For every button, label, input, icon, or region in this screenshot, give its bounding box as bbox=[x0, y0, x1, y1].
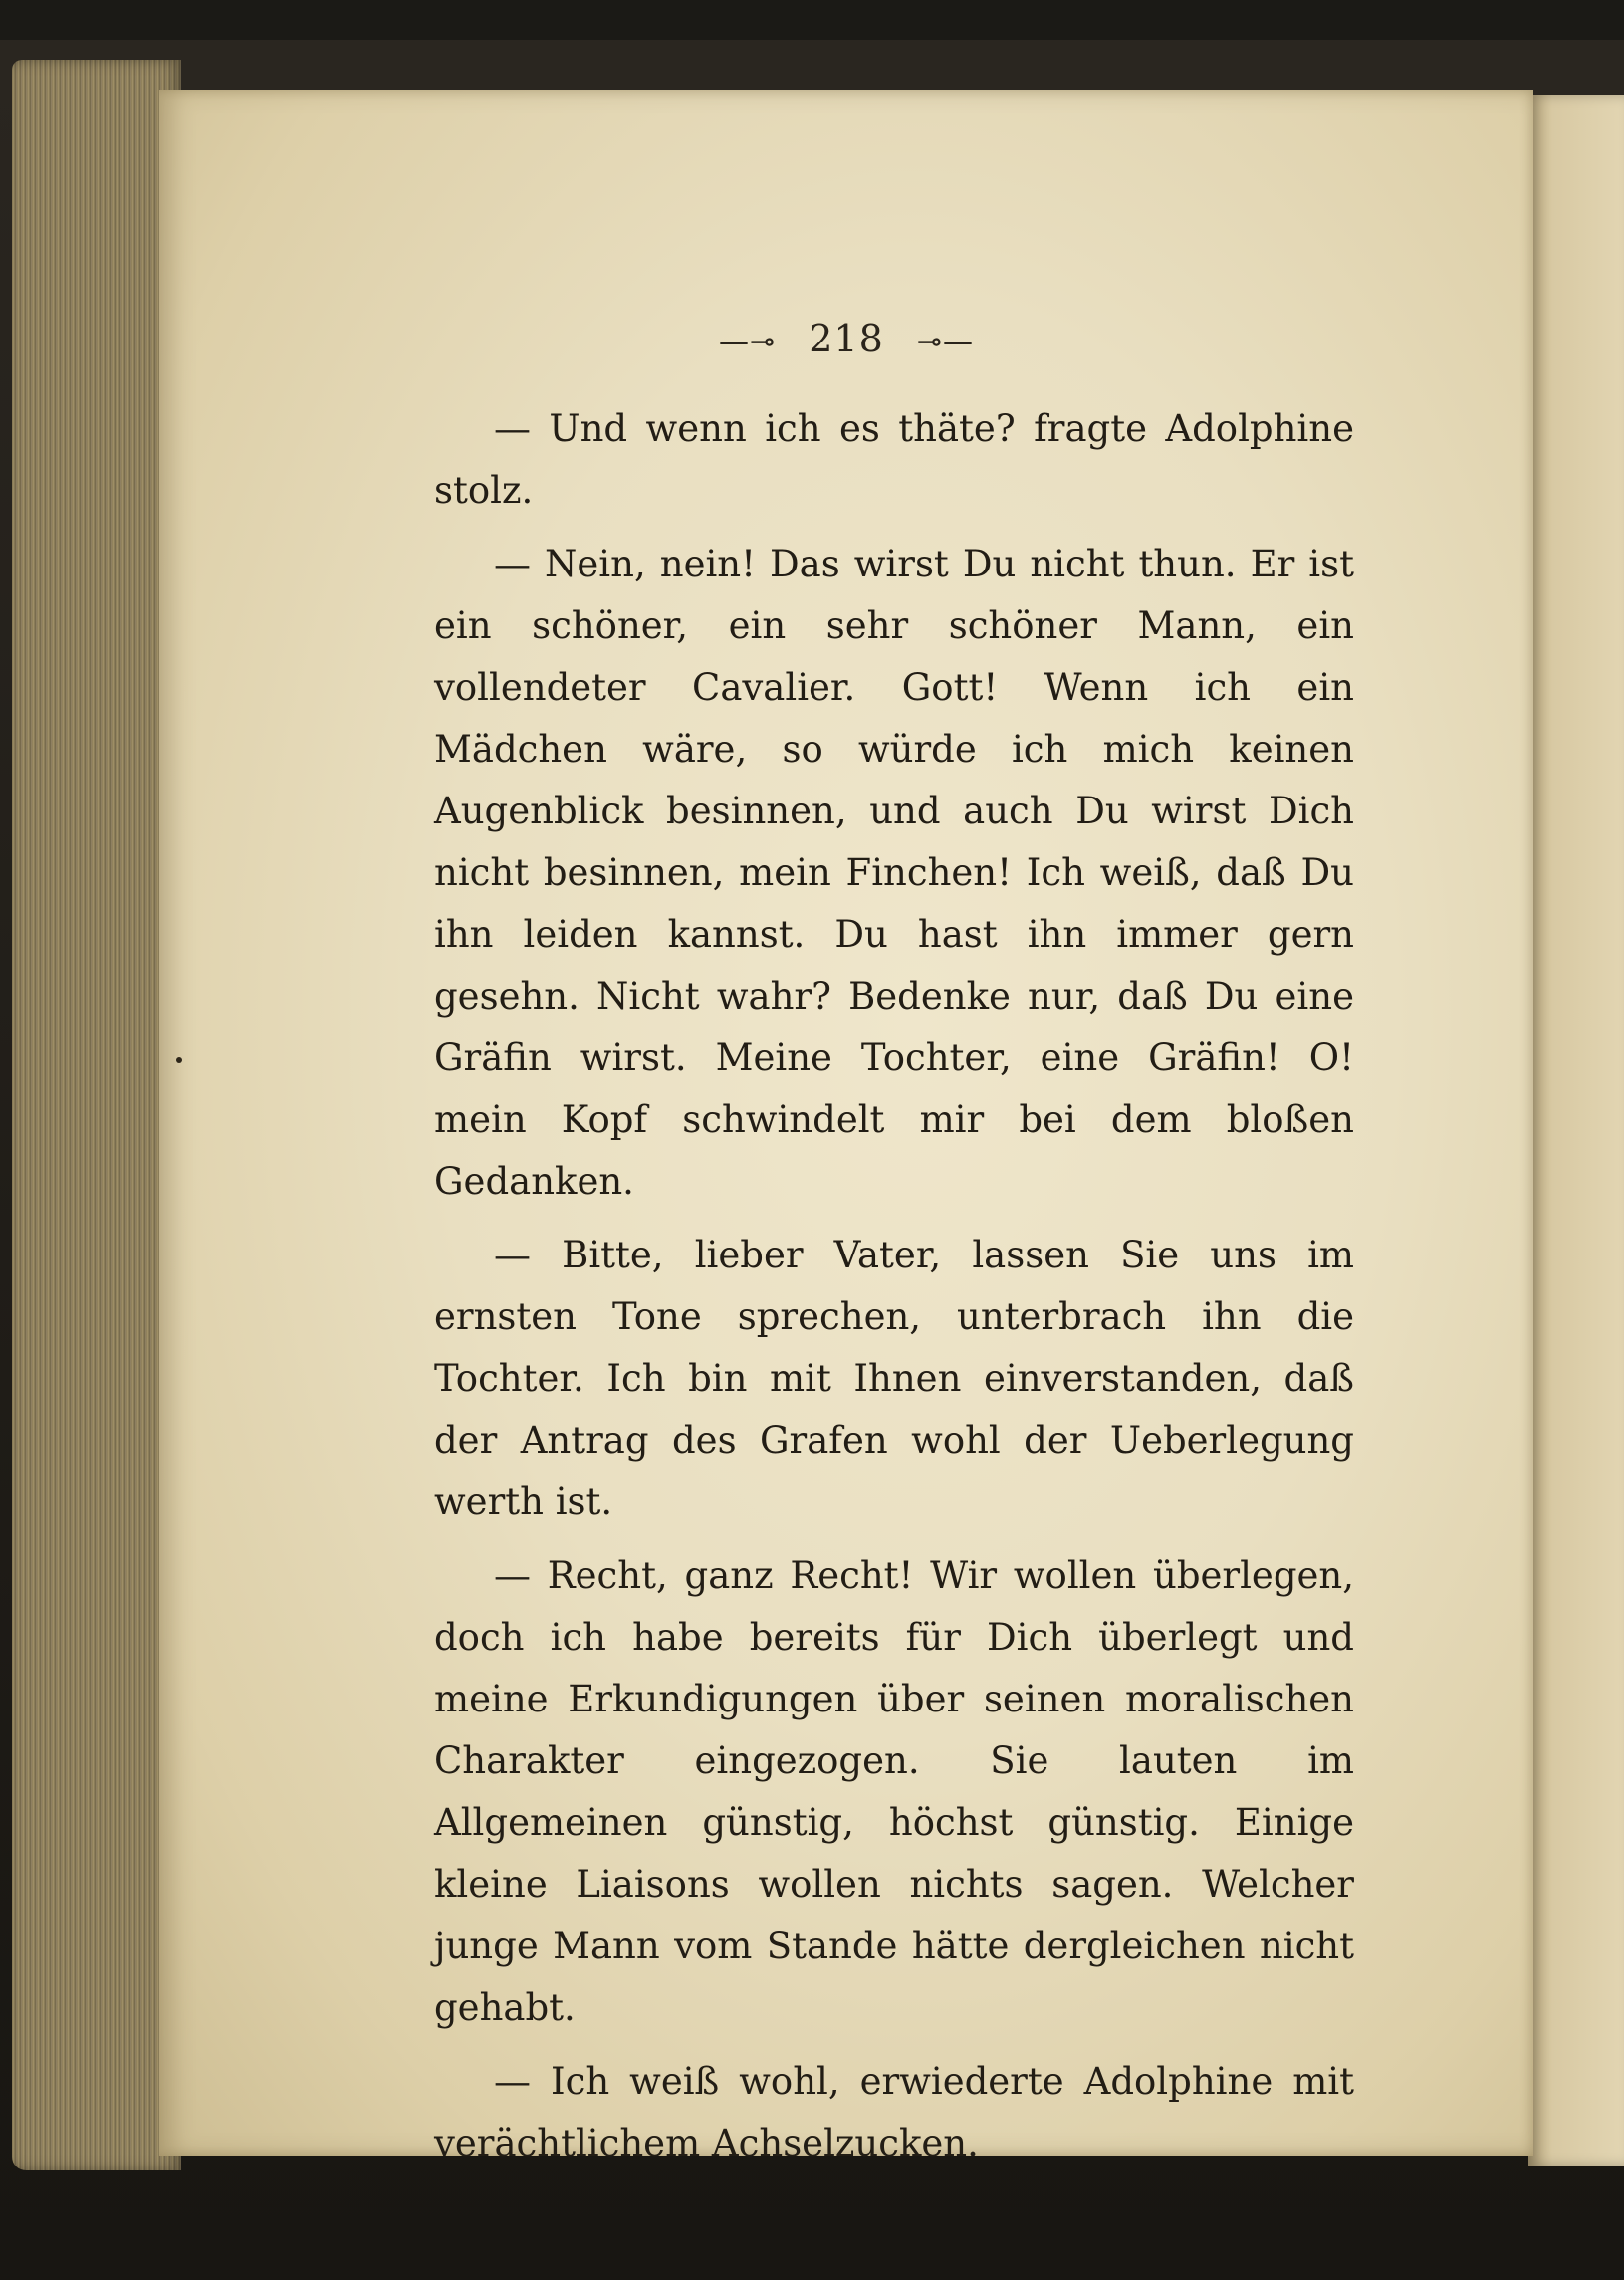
next-page-edge bbox=[1528, 95, 1624, 2166]
paragraph: — Und wenn ich es thäte? fragte Adolphine stolz. bbox=[434, 407, 1354, 512]
paragraph: — Bitte, lieber Vater, lassen Sie uns im ernsten Tone sprechen, unterbrach ihn die Tochter. Ich bin mit Ihnen einverstanden, daß der Antrag des Grafen wohl der Ueberlegung werth ist. bbox=[434, 1234, 1354, 1523]
body-text bbox=[434, 398, 1354, 2186]
paragraph: — Ich weiß wohl, erwiederte Adolphine mit verächtlichem Achselzucken. bbox=[434, 2060, 1354, 2165]
paragraph: — Nein, nein! Das wirst Du nicht thun. Er ist ein schöner, ein sehr schöner Mann, ein vollendeter Cavalier. Gott! Wenn ich ein Mädchen wäre, so würde ich mich keinen Augenblick besinnen, und auch Du wirst Dich nicht besinnen, mein Finchen! Ich weiß, daß Du ihn leiden kannst. Du hast ihn immer gern gesehn. Nicht wahr? Bedenke nur, daß Du eine Gräfin wirst. Meine Tochter, eine Gräfin! O! mein Kopf schwindelt mir bei dem bloßen Gedanken. bbox=[434, 543, 1354, 1203]
ink-spot bbox=[176, 1057, 182, 1063]
page-header bbox=[159, 317, 1533, 360]
paragraph: — Recht, ganz Recht! Wir wollen überlegen, doch ich habe bereits für Dich überlegt und meine Erkundigungen über seinen moralischen Charakter eingezogen. Sie lauten im Allgemeinen günstig, höchst günstig. Einige kleine Liaisons wollen nichts sagen. Welcher junge Mann vom Stande hätte dergleichen nicht gehabt. bbox=[434, 1554, 1354, 2029]
header-right-ornament: ⊸— bbox=[916, 325, 974, 359]
page-number: 218 bbox=[809, 317, 884, 360]
page-edges bbox=[12, 60, 181, 2170]
header-left-ornament: —⊸ bbox=[719, 325, 777, 359]
